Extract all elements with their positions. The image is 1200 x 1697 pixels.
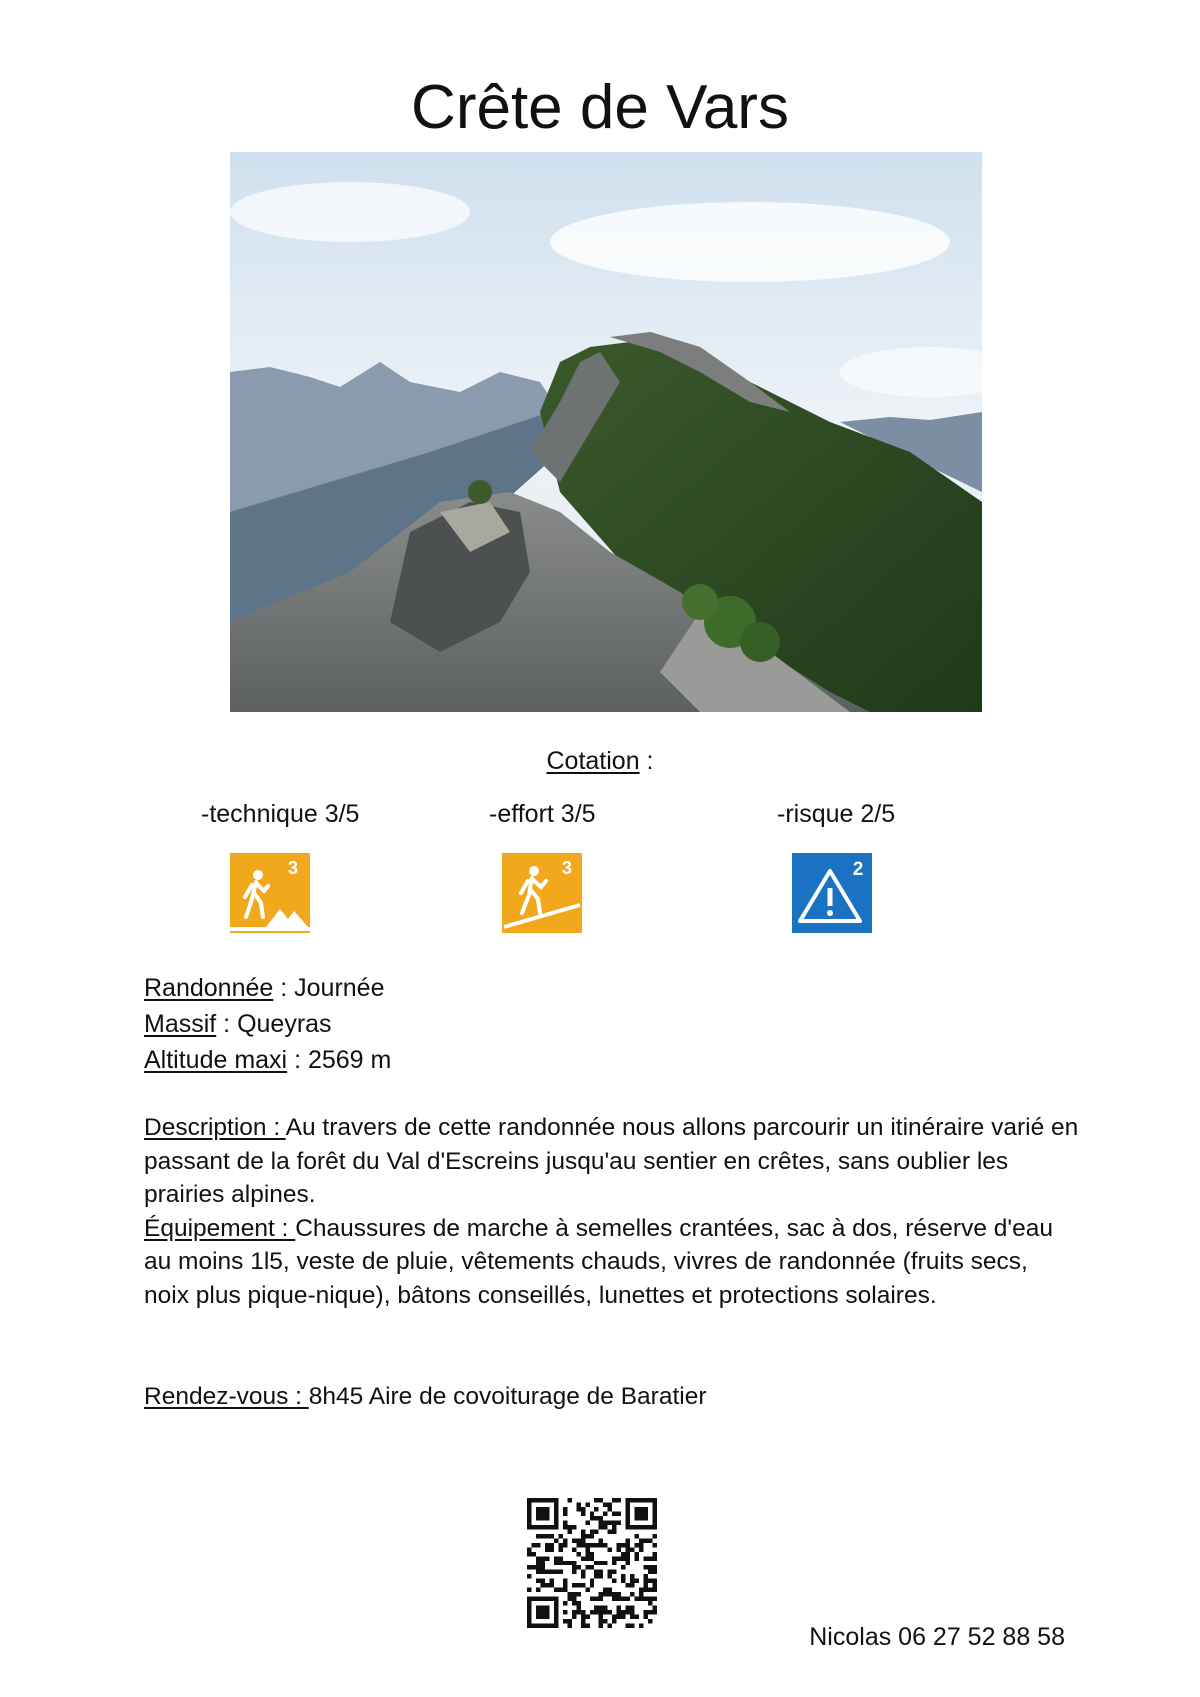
altitude-value: : 2569 m	[287, 1046, 392, 1074]
rendezvous-text: 8h45 Aire de covoiturage de Baratier	[308, 1383, 707, 1410]
equipement-label: Équipement :	[144, 1214, 296, 1242]
hiker-slope-icon	[502, 853, 582, 933]
risque-level: 2	[852, 859, 864, 880]
rendezvous-label: Rendez-vous :	[144, 1383, 309, 1410]
massif-value: : Queyras	[216, 1010, 332, 1038]
technique-level: 3	[287, 858, 299, 878]
info-randonnee	[144, 970, 384, 1006]
altitude-label: Altitude maxi	[144, 1046, 288, 1074]
rendezvous-line	[144, 1380, 1079, 1414]
grade-label-risque: -risque 2/5	[777, 800, 896, 828]
description-label: Description :	[144, 1114, 286, 1141]
grade-label-technique: -technique 3/5	[201, 800, 360, 828]
warning-triangle-icon	[792, 853, 872, 933]
cotation-suffix: :	[639, 747, 654, 775]
randonnee-label: Randonnée	[144, 974, 274, 1002]
grade-label-effort: -effort 3/5	[489, 800, 596, 828]
randonnee-value: : Journée	[273, 974, 385, 1002]
description-paragraph	[144, 1111, 1079, 1312]
effort-level: 3	[561, 858, 573, 878]
description-text: Au travers de cette randonnée nous allons parcourir un itinéraire varié en passant de la forêt du Val d'Escreins jusqu'au sentier en crêtes, sans oublier les prairies alpines.	[144, 1114, 1079, 1208]
contact-info: Nicolas 06 27 52 88 58	[809, 1623, 1065, 1651]
mountain-ridge-photo	[230, 152, 982, 712]
info-massif	[144, 1006, 332, 1042]
hiker-mountains-icon	[230, 853, 310, 933]
page-title: Crête de Vars	[411, 73, 789, 142]
qr-code[interactable]	[527, 1498, 657, 1628]
massif-label: Massif	[144, 1010, 217, 1038]
cotation-heading	[0, 747, 1200, 776]
info-altitude	[144, 1042, 391, 1078]
equipement-text: Chaussures de marche à semelles crantées, sac à dos, réserve d'eau au moins 1l5, veste de pluie, vêtements chauds, vivres de randonnée (fruits secs, noix plus pique-nique), bâtons conseillés, lunettes et protections solaires.	[144, 1214, 1053, 1309]
cotation-label: Cotation	[546, 747, 640, 775]
